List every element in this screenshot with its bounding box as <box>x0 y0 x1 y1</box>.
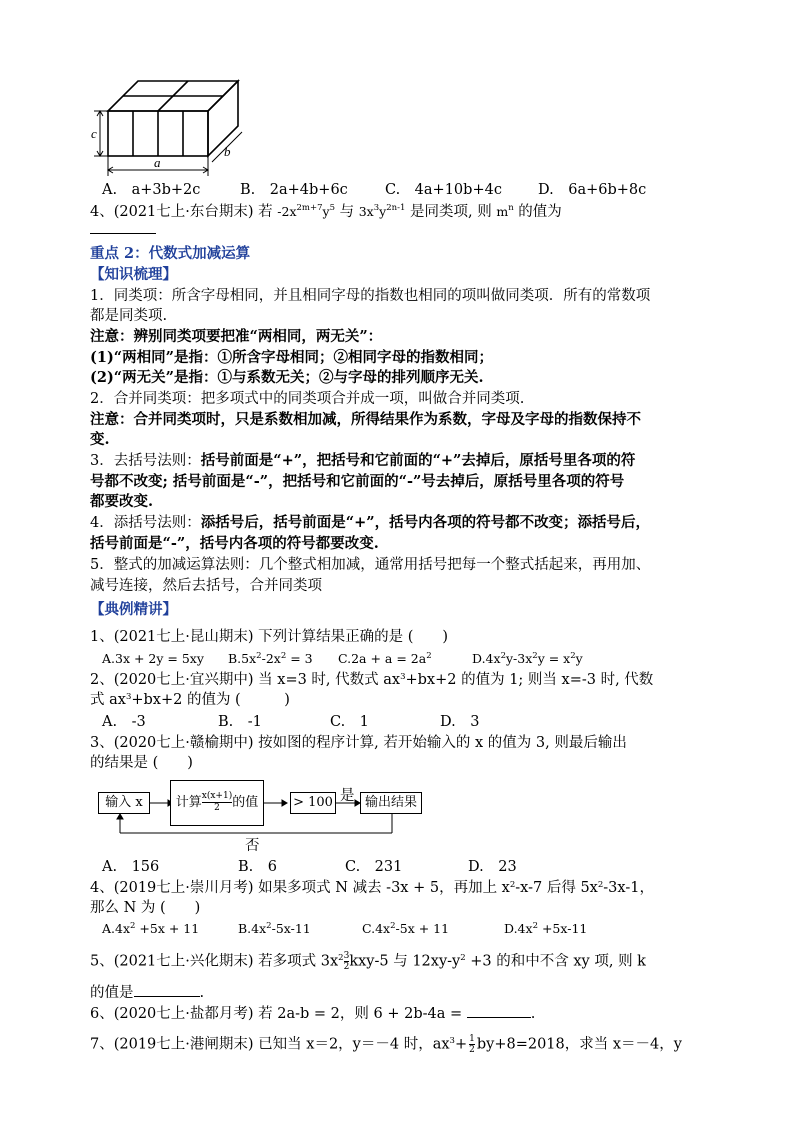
option-b[interactable]: B. 2a+4b+6c <box>240 182 348 198</box>
ex4-option-a[interactable]: $A.4x^2 +5x + 11$ <box>102 921 200 936</box>
ex3-option-d[interactable]: D. 23 <box>468 859 517 875</box>
k1-line2: 都是同类项. <box>90 308 168 324</box>
k5-line2: 减号连接，然后去括号，合并同类项 <box>90 578 322 594</box>
label-a: a <box>154 155 161 170</box>
ex4-line1: 4、(2019七上·崇川月考) 如果多项式 N 减去 -3x + 5，再加上 $x^2-x-7$ 后得 $5x^2-3x-1$， <box>90 880 654 896</box>
question-4-stem: 4、(2021七上·东台期末) 若 $-2x^{2m+7}y^5$ 与 $3x^3y^{2n-1}$ 是同类项, 则 $m^n$ 的值为 <box>90 203 562 220</box>
ex1-option-d[interactable]: $D.4x^2y-3x^2y = x^2y$ <box>472 651 583 666</box>
k4-line2: 括号前面是“-”，括号内各项的符号都要改变. <box>90 535 379 552</box>
ex3-line1: 3、(2020七上·赣榆期中) 按如图的程序计算, 若开始输入的 x 的值为 3, 则最后输出 <box>90 735 627 751</box>
ex7-line: 7、(2019七上·港闸期末) 已知当 x＝2，y＝－4 时，$ax^3+$ $\frac{1}{2}$ by+8=2018，求当 x＝－4，y <box>90 1034 682 1055</box>
note2-line2: 变. <box>90 431 110 448</box>
ex2-line1: 2、(2020七上·宜兴期中) 当 x=3 时, 代数式 $ax^3+bx+2$ 的值为 1; 则当 x=-3 时, 代数 <box>90 672 654 688</box>
ex6-answer-blank[interactable] <box>467 1003 531 1018</box>
k4-line1: 4．添括号法则：添括号后，括号前面是“+”，括号内各项的符号都不改变；添括号后， <box>90 514 651 531</box>
note2-line1: 注意：合并同类项时，只是系数相加减，所得结果作为系数，字母及字母的指数保持不 <box>90 411 641 428</box>
flow-calc-box: 计算 $\frac{x(x+1)}{2}$ 的值 <box>170 780 264 826</box>
ex5-line2: 的值是 . <box>90 982 204 1003</box>
cuboid-figure <box>90 70 250 182</box>
ex2-option-d[interactable]: D. 3 <box>440 714 480 730</box>
ex4-option-b[interactable]: $B.4x^2-5x-11$ <box>238 921 311 936</box>
note1a: (1)“两相同”是指：①所含字母相同；②相同字母的指数相同； <box>90 349 493 366</box>
k3-line2: 号都不改变; 括号前面是“-”，把括号和它前面的“-”号去掉后，原括号里各项的符号 <box>90 473 625 490</box>
ex1-stem: 1、(2021七上·昆山期末) 下列计算结果正确的是 ( ) <box>90 629 449 645</box>
ex2-option-a[interactable]: A. -3 <box>102 714 146 730</box>
note1: 注意：辨别同类项要把准“两相同，两无关”： <box>90 328 383 345</box>
flow-input-box: 输入 x <box>98 792 150 814</box>
section-heading: 重点 2：代数式加减运算 <box>90 245 251 262</box>
label-b: b <box>224 144 231 159</box>
flow-condition-box: > 100 <box>290 792 336 814</box>
k5-line1: 5．整式的加减运算法则：几个整式相加减，通常用括号把每一个整式括起来，再用加、 <box>90 557 651 573</box>
ex3-line2: 的结果是 ( ) <box>90 755 193 771</box>
ex4-option-d[interactable]: $D.4x^2 +5x-11$ <box>504 921 588 936</box>
ex6-line: 6、(2020七上·盐都月考) 若 2a-b = 2，则 6 + 2b-4a = . <box>90 1003 535 1024</box>
flow-no-label: 否 <box>245 838 260 854</box>
ex5-line1: 5、(2021七上·兴化期末) 若多项式 $3x^2$ $\frac{3}{2}$ kxy-5 与 $12xy-y^2 +3$ 的和中不含 xy 项, 则 k <box>90 951 646 972</box>
ex3-option-b[interactable]: B. 6 <box>238 859 277 875</box>
k3-line1: 3．去括号法则：括号前面是“+”，把括号和它前面的“+”去掉后，原括号里各项的符 <box>90 452 636 469</box>
ex3-option-c[interactable]: C. 231 <box>345 859 403 875</box>
ex1-option-b[interactable]: $B.5x^2-2x^2 = 3$ <box>228 651 313 666</box>
ex3-option-a[interactable]: A. 156 <box>102 859 160 875</box>
ex4-line2: 那么 N 为 ( ) <box>90 900 201 916</box>
note1b: (2)“两无关”是指：①与系数无关；②与字母的排列顺序无关. <box>90 369 484 386</box>
label-c: c <box>91 126 97 141</box>
ex2-option-c[interactable]: C. 1 <box>330 714 369 730</box>
ex2-option-b[interactable]: B. -1 <box>218 714 262 730</box>
k3-line3: 都要改变. <box>90 493 154 510</box>
ex1-option-c[interactable]: $C.2a + a = 2a^2$ <box>338 651 432 666</box>
flow-yes-label: 是 <box>340 788 355 804</box>
ex2-line2: 式 $ax^3+bx+2$ 的值为 ( ) <box>90 692 290 708</box>
ex1-option-a[interactable]: A.3x + 2y = 5xy <box>102 651 204 666</box>
ex5-answer-blank[interactable] <box>134 982 200 997</box>
answer-blank[interactable] <box>90 233 156 234</box>
flow-output-box: 输出结果 <box>360 792 422 814</box>
option-a[interactable]: A. a+3b+2c <box>102 182 201 198</box>
option-c[interactable]: C. 4a+10b+4c <box>385 182 502 198</box>
k1-line1: 1．同类项：所含字母相同，并且相同字母的指数也相同的项叫做同类项．所有的常数项 <box>90 288 651 304</box>
k2: 2．合并同类项：把多项式中的同类项合并成一项，叫做合并同类项. <box>90 391 525 407</box>
examples-title: 【典例精讲】 <box>90 601 177 618</box>
ex4-option-c[interactable]: $C.4x^2-5x + 11$ <box>362 921 450 936</box>
knowledge-title: 【知识梳理】 <box>90 266 177 283</box>
option-d[interactable]: D. 6a+6b+8c <box>538 182 647 198</box>
